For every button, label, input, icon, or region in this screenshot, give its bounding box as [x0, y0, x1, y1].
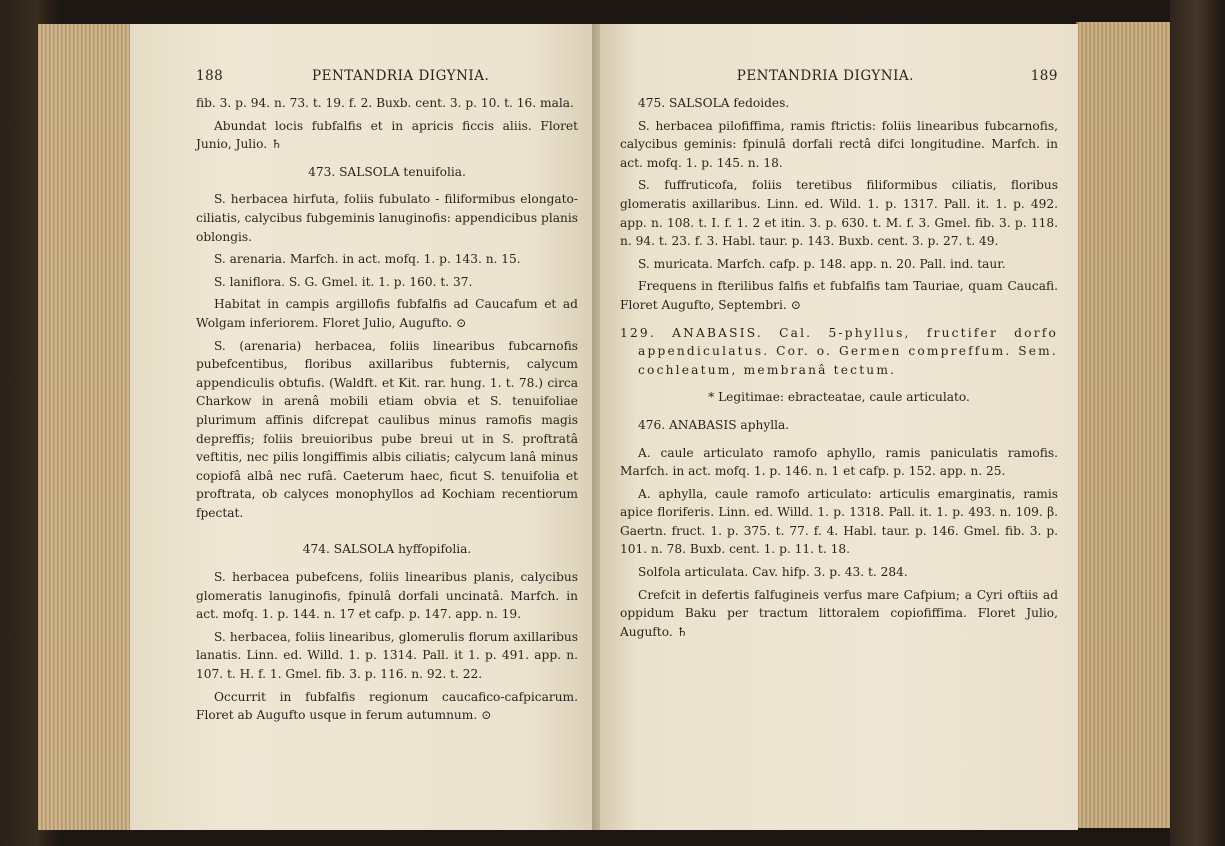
text-paragraph: Habitat in campis argillofis fubfalfis ad Caucafum et ad Wolgam inferiorem. Floret Julio, Augufto. ⊙: [196, 297, 578, 330]
right-page-header: [620, 68, 1058, 84]
text-paragraph: A. caule articulato ramofo aphyllo, ramis paniculatis ramofis. Marfch. in act. mofq. 1. p. 146. n. 1 et cafp. p. 152. app. n. 25.: [620, 445, 1058, 479]
text-paragraph: S. herbacea, foliis linearibus, glomerulis florum axillaribus lanatis. Linn. ed. Willd. 1. p. 1314. Pall. it 1. p. 491. app. n. 107. t. H. f. 1. Gmel. fib. 3. p. 116. n. 92. t. 22.: [196, 629, 578, 682]
species-heading: 473. SALSOLA tenuifolia.: [308, 164, 466, 179]
left-page: [130, 24, 600, 830]
page-number: 189: [1030, 68, 1058, 84]
text-paragraph: S. herbacea pubefcens, foliis linearibus planis, calycibus glomeratis lanuginofis, fpinulâ dorfali uncinatâ. Marfch. in act. mofq. 1. p. 144. n. 17 et cafp. p. 147. app. n. 19.: [196, 570, 578, 622]
text-paragraph: Crefcit in defertis falfugineis verfus mare Cafpium; a Cyri oftiis ad oppidum Baku per tractum littoralem copiofiffima. Floret Julio, Augufto. ♄: [620, 587, 1058, 639]
text-paragraph: S. herbacea pilofiffima, ramis ftrictis: foliis linearibus fubcarnofis, calycibus geminis: fpinulâ dorfali rectâ difci longitudine. Marfch. in act. mofq. 1. p. 145. n. 18.: [620, 118, 1058, 170]
text-paragraph: S. herbacea hirfuta, foliis fubulato - filiformibus elongato-ciliatis, calycibus fubgeminis lanuginofis: appendicibus planis oblongis.: [196, 192, 578, 244]
text-paragraph: S. arenaria. Marfch. in act. mofq. 1. p. 143. n. 15.: [214, 252, 521, 267]
page-number: 188: [196, 68, 224, 84]
text-paragraph: S. muricata. Marfch. cafp. p. 148. app. n. 20. Pall. ind. taur.: [638, 256, 1006, 271]
section-note: * Legitimae: ebracteatae, caule articulato.: [708, 390, 970, 405]
species-heading: 474. SALSOLA hyffopifolia.: [302, 542, 472, 557]
species-heading: 476. ANABASIS aphylla.: [638, 417, 790, 432]
page-edges-right: [1076, 22, 1176, 828]
genus-description: 129. ANABASIS. Cal. 5-phyllus, fructifer dorfo appendiculatus. Cor. o. Germen compreffum. Sem. cochleatum, membranâ tectum.: [620, 325, 1058, 377]
text-paragraph: S. (arenaria) herbacea, foliis linearibus fubcarnofis pubefcentibus, floribus axillaribus fubternis, calycum appendiculis obtufis. (Waldft. et Kit. rar. hung. 1. t. 78.) circa Charkow in arenâ mobili etiam obvia et S. tenuifoliae plurimum affinis difcrepat caulibus minus ramofis magis depreffis; foliis breuioribus pube breui ut in S. proftratâ veftitis, nec pilis longiffimis albis ciliatis; calycum lanâ minus copiofâ albâ nec rufâ. Caeterum haec, ficut S. tenuifolia et proftrata, ob calyces monophyllos ad Kochiam recentiorum fpectat.: [196, 338, 578, 520]
text-paragraph: Abundat locis fubfalfis et in apricis ficcis aliis. Floret Junio, Julio. ♄: [196, 118, 578, 152]
text-paragraph: Occurrit in fubfalfis regionum caucafico-cafpicarum. Floret ab Augufto usque in ferum autumnum. ⊙: [196, 689, 578, 723]
text-paragraph: fib. 3. p. 94. n. 73. t. 19. f. 2. Buxb. cent. 3. p. 10. t. 16. mala.: [196, 96, 574, 110]
page-edges-left: [38, 24, 132, 830]
text-paragraph: S. fuffruticofa, foliis teretibus filiformibus ciliatis, floribus glomeratis axillaribus. Linn. ed. Wild. 1. p. 1317. Pall. it. 1. p. 492. app. n. 108. t. I. f. 1. 2 et itin. 3. p. 630. t. M. f. 3. Gmel. fib. 3. p. 118. n. 94. t. 23. f. 3. Habl. taur. p. 143. Buxb. cent. 3. p. 27. t. 49.: [620, 178, 1058, 249]
right-page: [600, 24, 1078, 830]
book-cover-right: [1170, 0, 1225, 846]
text-paragraph: Solfola articulata. Cav. hifp. 3. p. 43. t. 284.: [638, 565, 908, 580]
species-heading: 475. SALSOLA fedoides.: [638, 96, 790, 110]
text-paragraph: A. aphylla, caule ramofo articulato: articulis emarginatis, ramis apice floriferis. Linn. ed. Willd. 1. p. 1318. Pall. it. 1. p. 493. n. 109. β. Gaertn. fruct. 1. p. 375. t. 77. f. 4. Habl. taur. p. 146. Gmel. fib. 3. p. 101. n. 78. Buxb. cent. 1. p. 11. t. 18.: [620, 486, 1058, 557]
text-paragraph: Frequens in fterilibus falfis et fubfalfis tam Tauriae, quam Caucafi. Floret Augufto, Septembri. ⊙: [620, 279, 1058, 312]
text-paragraph: S. laniflora. S. G. Gmel. it. 1. p. 160. t. 37.: [214, 274, 473, 289]
running-head: PENTANDRIA DIGYNIA.: [736, 68, 914, 84]
left-page-header: [196, 68, 578, 84]
running-head: PENTANDRIA DIGYNIA.: [312, 68, 490, 84]
